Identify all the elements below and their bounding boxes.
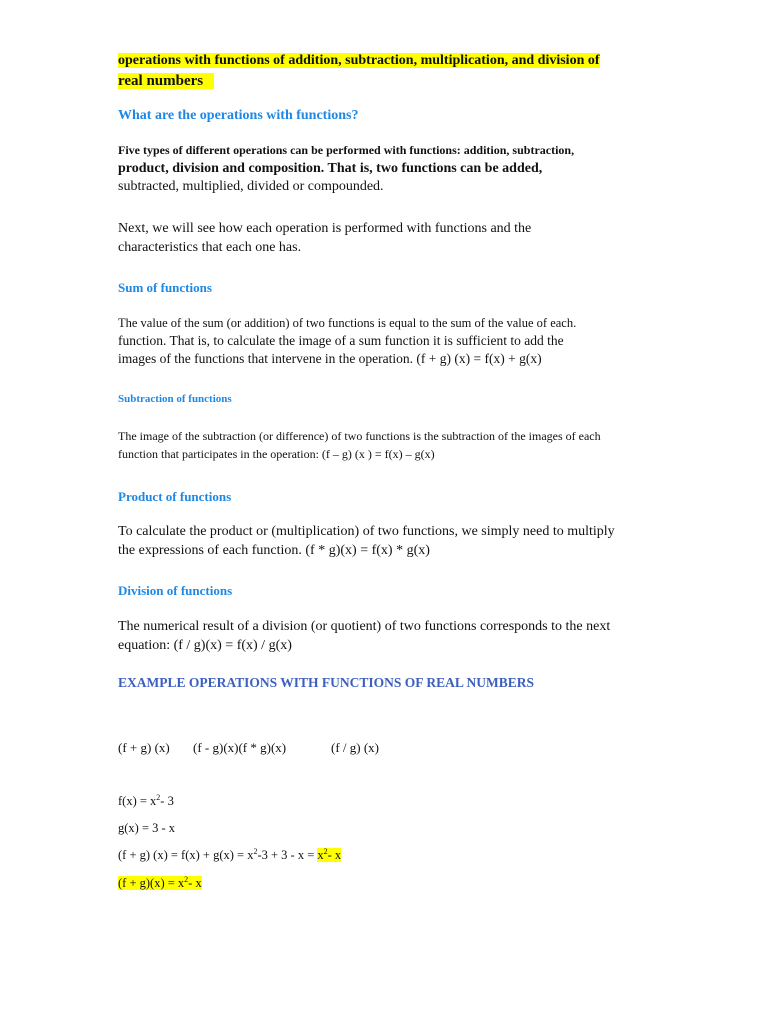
equation-gx: g(x) = 3 - x [118,821,176,835]
heading-sum-of-functions: Sum of functions [118,280,212,295]
sum-line-3: images of the functions that intervene in the operation. (f + g) (x) = f(x) + g(x) [118,351,542,366]
sum-line-2: function. That is, to calculate the image of a sum function it is sufficient to add the [118,333,564,348]
intro-line-1: Five types of different operations can be performed with functions: addition, subtraction, [118,143,575,157]
example-op-sum: (f + g) (x) [118,740,170,755]
title-line-1: operations with functions of addition, subtraction, multiplication, and division of [118,53,600,68]
next-paragraph: Next, we will see how each operation is performed with functions and the characteristics that each one has. [118,221,532,255]
heading-example-operations: EXAMPLE OPERATIONS WITH FUNCTIONS OF REAL NUMBERS [118,675,535,690]
intro-paragraph [118,142,658,196]
heading-division-of-functions: Division of functions [118,583,233,598]
title-line-2: real numbers [118,73,214,89]
equation-sum-result: $(f + g)(x) = x^2-$ x [118,874,202,890]
heading-subtraction-of-functions: Subtraction of functions [118,393,232,405]
intro-line-3: subtracted, multiplied, divided or compounded. [118,179,384,194]
sum-line-1: The value of the sum (or addition) of two functions is equal to the sum of the value of each. [118,316,577,330]
equation-fx: $f(x) = x^2-$ 3 [118,792,174,808]
equation-sum-expansion: (f + g) $(x) = f(x) + g(x) = x^2-3 + 3 - x = x^2-$ x [118,846,342,862]
product-paragraph: To calculate the product or (multiplication) of two functions, we simply need to multiply the expressions of each function. (f * g)(x) = f(x) * g(x) [118,524,615,558]
document-title [118,52,658,92]
sum-paragraph [118,314,638,368]
example-op-quotient: (f / g) (x) [331,740,380,755]
heading-product-of-functions: Product of functions [118,489,232,504]
example-op-difference-product: (f - g)(x)(f * g)(x) [193,740,287,755]
heading-what-are-operations: What are the operations with functions? [118,108,359,123]
highlighted-result-final: $x^2-$ x [177,874,202,890]
highlighted-result: $x^2-$ x [317,846,342,862]
subtraction-paragraph: The image of the subtraction (or difference) of two functions is the subtraction of the images of each function that participates in the operation: (f – g) (x ) = f(x) – g(x) [118,429,601,461]
intro-line-2: product, division and composition. That is, two functions can be added, [118,161,543,176]
division-paragraph: The numerical result of a division (or quotient) of two functions corresponds to the next equation: (f / g)(x) = f(x) / g(x) [118,619,611,653]
